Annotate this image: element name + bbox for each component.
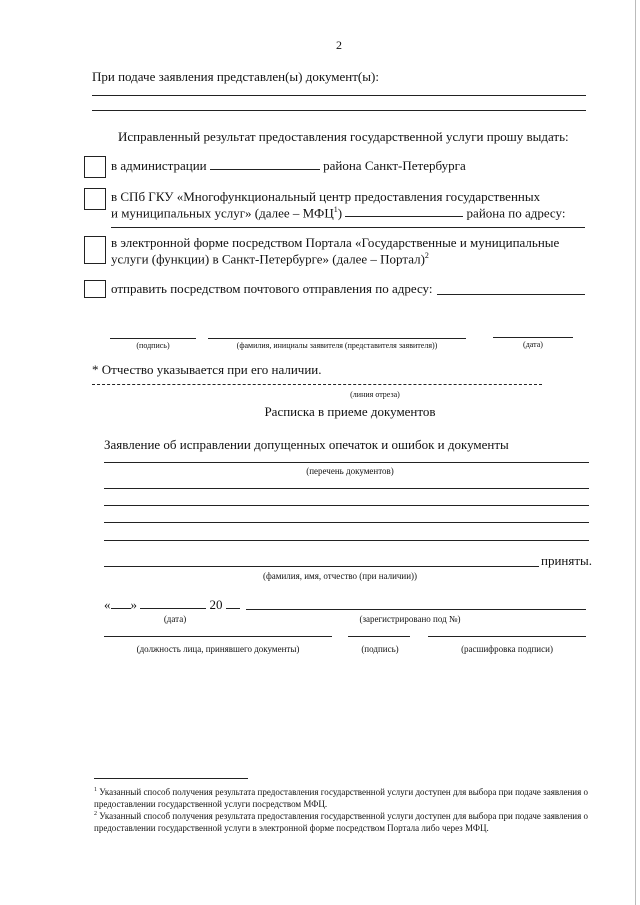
day-field[interactable] [111, 598, 131, 609]
mfc-line-2 [111, 205, 565, 221]
docs-list-line-2[interactable] [104, 488, 589, 489]
patronymic-note: * Отчество указывается при его наличии. [92, 362, 322, 377]
date-row [104, 597, 240, 613]
year-field[interactable] [226, 598, 240, 609]
submitted-docs-label: При подаче заявления представлен(ы) документ(ы): [92, 69, 379, 84]
quote-open: « [104, 597, 111, 612]
footnote-ref-1: 1 [333, 205, 338, 214]
accepted-text: приняты. [541, 553, 593, 568]
footnote-ref-2: 2 [424, 251, 429, 260]
cut-line-label: (линия отреза) [350, 390, 400, 399]
registration-label: (зарегистрировано под №) [359, 614, 461, 624]
decode-label: (расшифровка подписи) [461, 644, 553, 654]
portal-checkbox[interactable] [84, 236, 106, 264]
signature-label: (подпись) [136, 341, 170, 350]
portal-line2-text: услуги (функции) в Санкт-Петербурге» (далее – Портал) [111, 251, 425, 267]
accepted-by-line[interactable] [104, 566, 539, 567]
receiver-signature-line[interactable] [348, 636, 410, 637]
option-admin [111, 158, 466, 174]
docs-line-1[interactable] [92, 95, 586, 96]
applicant-name-line[interactable] [208, 338, 466, 339]
quote-close: » [130, 597, 137, 612]
page-edge [635, 0, 636, 905]
footnote-separator [94, 778, 248, 779]
applicant-signature-line[interactable] [110, 338, 196, 339]
year-prefix: 20 [209, 597, 223, 612]
post-address-field[interactable] [437, 294, 585, 295]
footnote-2 [94, 808, 588, 834]
admin-pre-text: в администрации [111, 158, 207, 173]
mfc-district-field[interactable] [345, 206, 463, 217]
fio-label: (фамилия, имя, отчество (при наличии)) [262, 571, 418, 581]
admin-post-text: района Санкт-Петербурга [323, 158, 466, 173]
footnote-1-number: 1 [94, 787, 97, 793]
result-request-text: Исправленный результат предоставления государственной услуги прошу выдать: [118, 129, 569, 144]
receiver-signature-label: (подпись) [361, 644, 399, 654]
docs-list-label: (перечень документов) [306, 466, 394, 476]
receipt-date-label: (дата) [163, 614, 187, 624]
docs-list-line-3[interactable] [104, 505, 589, 506]
mfc-line2-pre: и муниципальных услуг» (далее – МФЦ [111, 205, 334, 221]
footnote-1 [94, 784, 588, 810]
footnote-2-number: 2 [94, 811, 97, 817]
footnote-2-text: Указанный способ получения результата предоставления государственной услуги доступен для выбора при подаче заявления о предоставлении государственной услуги в электронной форме посредством Портала либо через МФЦ. [94, 811, 589, 833]
decode-line[interactable] [428, 636, 586, 637]
month-field[interactable] [140, 598, 206, 609]
mfc-address-line[interactable] [111, 227, 585, 228]
position-line[interactable] [104, 636, 332, 637]
docs-list-line-1[interactable] [104, 462, 589, 463]
date-label: (дата) [523, 340, 543, 349]
docs-line-2[interactable] [92, 110, 586, 111]
footnote-1-text: Указанный способ получения результата предоставления государственной услуги доступен для выбора при подаче заявления о предоставлении государственной услуги посредством МФЦ. [94, 787, 589, 809]
registration-number-line[interactable] [246, 609, 586, 610]
portal-line-2 [111, 251, 429, 267]
docs-list-line-5[interactable] [104, 540, 589, 541]
mfc-line-1: в СПб ГКУ «Многофункциональный центр предоставления государственных [111, 189, 541, 204]
page-number: 2 [336, 38, 342, 52]
mfc-line2-post: района по адресу: [466, 205, 566, 221]
mfc-checkbox[interactable] [84, 188, 106, 210]
admin-checkbox[interactable] [84, 156, 106, 178]
docs-list-line-4[interactable] [104, 522, 589, 523]
receipt-title: Расписка в приеме документов [264, 404, 436, 419]
position-label: (должность лица, принявшего документы) [136, 644, 300, 654]
post-checkbox[interactable] [84, 280, 106, 298]
cut-line [92, 384, 542, 385]
portal-line-1: в электронной форме посредством Портала «Государственные и муниципальные [111, 235, 560, 250]
post-text: отправить посредством почтового отправления по адресу: [111, 281, 433, 296]
admin-district-field[interactable] [210, 159, 320, 170]
name-label: (фамилия, инициалы заявителя (представителя заявителя)) [236, 341, 438, 350]
receipt-statement: Заявление об исправлении допущенных опечаток и ошибок и документы [104, 437, 509, 452]
applicant-date-line[interactable] [493, 337, 573, 338]
mfc-line2-mid: ) [337, 205, 343, 221]
